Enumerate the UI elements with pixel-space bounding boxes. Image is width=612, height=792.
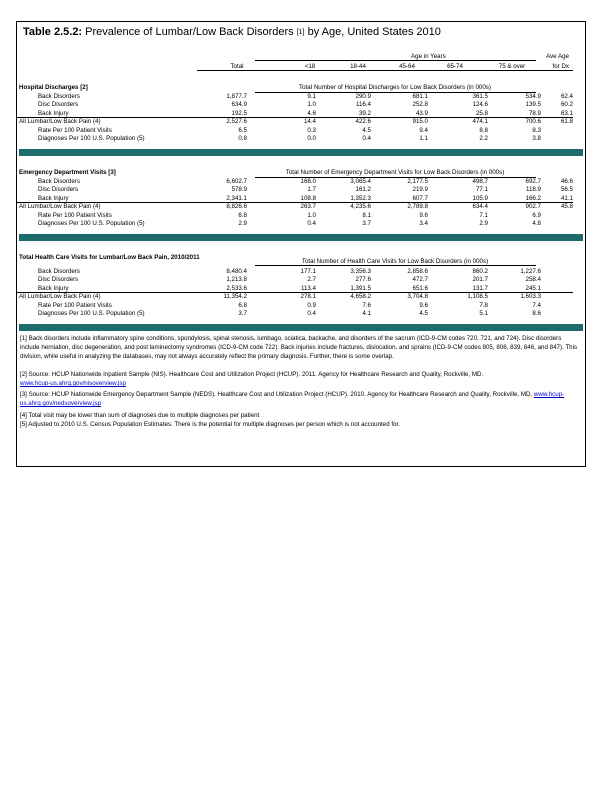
section-subtitle-rule: [255, 265, 536, 266]
table-cell: 472.7: [412, 276, 428, 284]
table-cell: 62.4: [560, 93, 573, 100]
table-cell: 607.7: [412, 194, 428, 202]
table-cell: 3,356.3: [350, 268, 371, 275]
footnote-1: [1] Back disorders include inflammatory spine conditions, spondylosis, spinal stenosis, lumbago, sciatica, backache, and disorders of the sacrum (ICD-9-CM codes 720, 721, and 724). Disc disorders include herniation, disc degeneration, and post laminectomy syndromes (ICD-9-CM code 722). Back injuries include fractures, dislocation, and sprains (ICD-9-CM codes 805, 806, 839, 846, and 847). This division, while useful in analyzing the databases, may not always accurately reflect the primary diagnosis. Further, there is some overlap.: [20, 335, 578, 360]
table-cell: 422.6: [355, 118, 371, 126]
ave-age-header-2: for Dx: [552, 63, 569, 70]
table-cell: 7.6: [362, 301, 371, 309]
table-cell: 578.9: [231, 186, 247, 194]
table-cell: 8,826.6: [226, 203, 247, 211]
table-cell: 2.2: [479, 135, 488, 142]
column-header: 45-64: [399, 63, 415, 70]
table-cell: 0.4: [307, 220, 316, 227]
table-cell: 860.2: [472, 268, 488, 275]
table-cell: 6.5: [238, 126, 247, 134]
table-cell: 4.5: [362, 126, 371, 134]
footnote-4: [4] Total visit may be lower than sum of diagnoses due to multiple diagnoses per patient: [20, 412, 260, 419]
table-cell: 2,341.1: [226, 194, 247, 202]
table-cell: 6.8: [238, 301, 247, 309]
column-header: 18-44: [350, 63, 366, 70]
table-cell: 1.7: [307, 186, 316, 194]
table-cell: 139.5: [525, 101, 541, 109]
table-cell: 1,391.5: [350, 284, 371, 292]
section-subtitle: Total Number of Health Care Visits for Low Back Disorders (in 000s): [301, 258, 489, 265]
table-cell: 3,065.4: [350, 178, 371, 185]
table-cell: 131.7: [472, 284, 488, 292]
table-cell: 2,177.5: [407, 178, 428, 185]
table-cell: 7.4: [532, 301, 541, 309]
table-cell: 634.4: [472, 203, 488, 211]
table-cell: 11,354.2: [223, 293, 247, 301]
table-cell: 8.6: [532, 310, 541, 317]
table-cell: 8,480.4: [226, 268, 247, 275]
table-cell: 1,227.6: [520, 268, 541, 275]
title-text: Prevalence of Lumbar/Low Back Disorders: [85, 26, 294, 38]
table-frame: [16, 21, 586, 467]
table-cell: 534.9: [525, 93, 541, 100]
section-title: Emergency Department Visits [3]: [19, 169, 116, 176]
table-cell: 361.5: [472, 93, 488, 100]
footnote-3-text: [3] Source: HCUP Nationwide Emergency Department Sample (NEDS). Healthcare Cost and Utilization Project (HCUP). 2010. Agency for Healthcare Research and Quality, Rockville, MD.: [20, 391, 533, 398]
ave-age-header-1: Ave Age: [546, 53, 569, 60]
table-cell: 7.8: [479, 301, 488, 309]
row-label: Diagnoses Per 100 U.S. Population (5): [38, 310, 145, 317]
title-tail: by Age, United States 2010: [307, 26, 441, 38]
table-cell: 0.3: [307, 126, 316, 134]
table-cell: 915.0: [412, 118, 428, 126]
row-label: All Lumbar/Low Back Pain (4): [19, 203, 101, 211]
table-cell: 0.4: [307, 310, 316, 317]
footnote-2-text: [2] Source: HCUP Nationwide Inpatient Sample (NIS). Healthcare Cost and Utilization Project (HCUP). 2011. Agency for Healthcare Research and Quality, Rockville, MD.: [20, 371, 484, 378]
table-cell: 105.9: [472, 194, 488, 202]
table-cell: 118.9: [525, 186, 541, 194]
table-cell: 219.9: [412, 186, 428, 194]
section-title: Total Health Care Visits for Lumbar/Low Back Pain, 2010/2011: [19, 254, 200, 261]
table-cell: 692.7: [525, 178, 541, 185]
table-cell: 3.8: [532, 135, 541, 142]
table-cell: 177.1: [300, 268, 316, 275]
table-cell: 263.7: [300, 203, 316, 211]
table-cell: 39.2: [358, 109, 371, 117]
table-cell: 25.8: [475, 109, 488, 117]
table-cell: 3.7: [238, 310, 247, 317]
table-cell: 277.6: [355, 276, 371, 284]
section-title: Hospital Discharges [2]: [19, 84, 88, 91]
table-cell: 634.9: [231, 101, 247, 109]
row-label: Back Injury: [38, 109, 69, 117]
row-label: Disc Disorders: [38, 186, 79, 194]
table-cell: 63.1: [560, 109, 573, 117]
table-cell: 45.8: [560, 203, 573, 211]
table-cell: 7.1: [479, 211, 488, 219]
row-label: Rate Per 100 Patient Visits: [38, 126, 112, 134]
row-label: Rate Per 100 Patient Visits: [38, 211, 112, 219]
section-divider-bar: [19, 324, 583, 331]
table-cell: 108.8: [300, 194, 316, 202]
table-cell: 1,108.5: [467, 293, 488, 301]
table-cell: 161.2: [355, 186, 371, 194]
row-label: Back Injury: [38, 194, 69, 202]
table-cell: 5.1: [479, 310, 488, 317]
table-cell: 4.8: [532, 220, 541, 227]
title-ref: [1]: [296, 29, 305, 36]
table-cell: 9.1: [307, 93, 316, 100]
table-cell: 168.0: [300, 178, 316, 185]
table-cell: 498.7: [472, 178, 488, 185]
row-label: Back Disorders: [38, 93, 80, 100]
section-subtitle: Total Number of Emergency Department Visits for Low Back Disorders (in 000s): [285, 169, 505, 176]
table-cell: 6,602.7: [226, 178, 247, 185]
table-cell: 3.7: [362, 220, 371, 227]
table-cell: 1.0: [307, 101, 316, 109]
section-divider-bar: [19, 149, 583, 156]
table-cell: 278.1: [300, 293, 316, 301]
table-cell: 902.7: [525, 203, 541, 211]
table-cell: 2.9: [238, 220, 247, 227]
age-group-rule: [255, 60, 536, 61]
table-cell: 0.0: [307, 135, 316, 142]
table-cell: 290.9: [355, 93, 371, 100]
table-cell: 0.8: [238, 135, 247, 142]
table-number: Table 2.5.2:: [23, 26, 83, 38]
age-group-header: Age in Years: [411, 53, 446, 60]
table-cell: 252.8: [412, 101, 428, 109]
table-cell: 2.9: [479, 220, 488, 227]
table-cell: 651.6: [412, 284, 428, 292]
row-label: Disc Disorders: [38, 276, 79, 284]
column-header: 75 & over: [498, 63, 526, 70]
table-cell: 124.6: [472, 101, 488, 109]
table-cell: 78.9: [528, 109, 541, 117]
table-cell: 60.2: [560, 101, 573, 109]
row-label: All Lumbar/Low Back Pain (4): [19, 293, 101, 301]
footnote-3-link[interactable]: www.hcup-us.ahrq.gov/nedsoverview.jsp: [20, 391, 565, 407]
table-cell: 8.1: [362, 211, 371, 219]
column-header: Total: [230, 63, 244, 70]
table-cell: 681.1: [412, 93, 428, 100]
table-cell: 2.7: [307, 276, 316, 284]
table-cell: 6.9: [532, 211, 541, 219]
table-cell: 1,603.3: [520, 293, 541, 301]
section-subtitle: Total Number of Hospital Discharges for Low Back Disorders (in 000s): [299, 84, 491, 91]
table-cell: 3.4: [419, 220, 428, 227]
table-cell: 56.5: [560, 186, 573, 194]
table-cell: 2,533.6: [226, 284, 247, 292]
table-cell: 2,858.6: [407, 268, 428, 275]
table-cell: 9.6: [419, 301, 428, 309]
table-cell: 192.5: [231, 109, 247, 117]
table-cell: 474.1: [472, 118, 488, 126]
footnote-2: [20, 370, 580, 388]
table-cell: 43.9: [415, 109, 428, 117]
table-cell: 700.6: [525, 118, 541, 126]
header-rule: [197, 70, 573, 71]
table-cell: 1,877.7: [226, 93, 247, 100]
table-cell: 4.5: [419, 310, 428, 317]
table-cell: 2,789.8: [407, 203, 428, 211]
table-cell: 61.8: [560, 118, 573, 126]
table-cell: 0.9: [307, 301, 316, 309]
table-cell: 41.1: [560, 194, 573, 202]
table-cell: 3,704.8: [407, 293, 428, 301]
table-cell: 8.8: [479, 126, 488, 134]
footnote-5: [5] Adjusted to 2010 U.S. Census Population Estimates. There is the potential for multiple diagnoses per person which is not accounted for.: [20, 421, 400, 428]
row-label: Disc Disorders: [38, 101, 79, 109]
table-cell: 6.8: [238, 211, 247, 219]
table-cell: 46.6: [560, 178, 573, 185]
table-cell: 1,352.3: [350, 194, 371, 202]
table-title: [23, 26, 441, 38]
table-cell: 1,213.8: [226, 276, 247, 284]
table-cell: 9.4: [419, 126, 428, 134]
table-cell: 0.4: [362, 135, 371, 142]
column-header: <18: [304, 63, 316, 70]
row-label: Rate Per 100 Patient Visits: [38, 301, 112, 309]
table-cell: 8.3: [532, 126, 541, 134]
table-cell: 113.4: [300, 284, 316, 292]
table-cell: 77.1: [475, 186, 488, 194]
table-cell: 9.6: [419, 211, 428, 219]
footnote-2-link[interactable]: www.hcup-us.ahrq.gov/nisoverview.jsp: [20, 380, 126, 387]
table-cell: 1.0: [307, 211, 316, 219]
row-label: Back Disorders: [38, 268, 80, 275]
table-cell: 1.1: [419, 135, 428, 142]
table-cell: 201.7: [472, 276, 488, 284]
table-cell: 4,235.6: [350, 203, 371, 211]
column-header: 65-74: [447, 63, 463, 70]
table-cell: 4.6: [307, 109, 316, 117]
table-cell: 14.4: [303, 118, 316, 126]
table-cell: 4,658.2: [350, 293, 371, 301]
table-cell: 2,527.6: [226, 118, 247, 126]
table-cell: 245.1: [525, 284, 541, 292]
section-divider-bar: [19, 234, 583, 241]
table-cell: 116.4: [355, 101, 371, 109]
table-cell: 4.1: [362, 310, 371, 317]
row-label: Diagnoses Per 100 U.S. Population (5): [38, 220, 145, 227]
row-label: Back Injury: [38, 284, 69, 292]
table-cell: 258.4: [525, 276, 541, 284]
table-cell: 166.2: [525, 194, 541, 202]
row-label: All Lumbar/Low Back Pain (4): [19, 118, 101, 126]
row-label: Back Disorders: [38, 178, 80, 185]
footnote-3: [20, 390, 580, 408]
row-label: Diagnoses Per 100 U.S. Population (5): [38, 135, 145, 142]
